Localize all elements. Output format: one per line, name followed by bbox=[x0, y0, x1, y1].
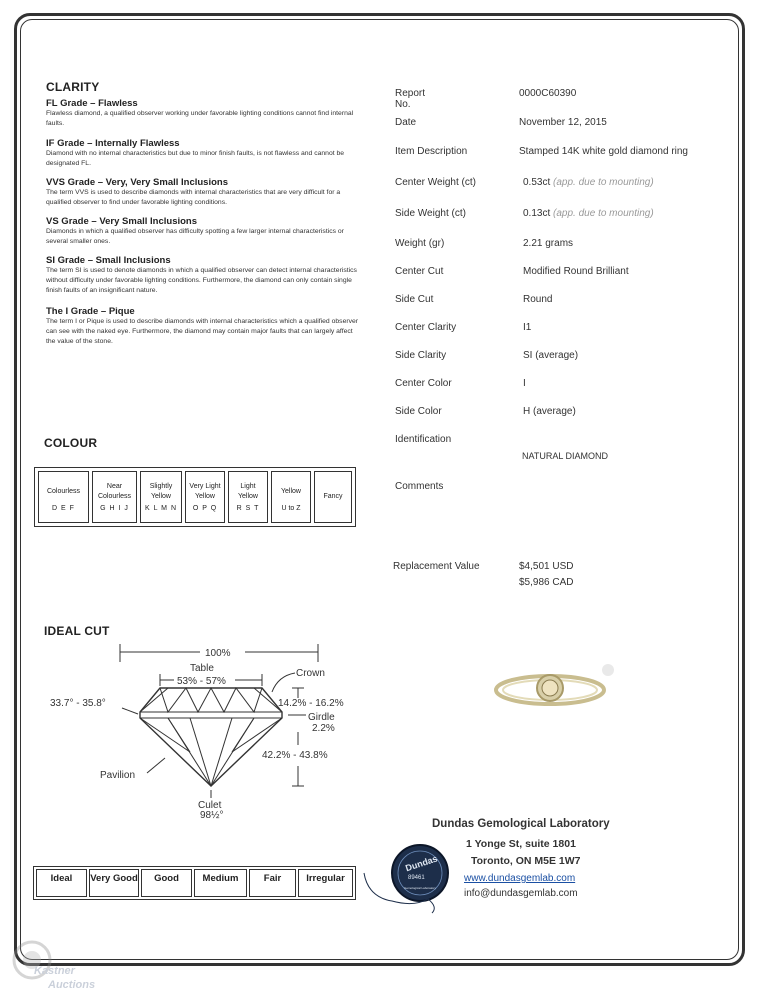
clarity-grade-title: VVS Grade – Very, Very Small Inclusions bbox=[46, 177, 228, 188]
lab-address-line1: 1 Yonge St, suite 1801 bbox=[466, 838, 576, 850]
field-value: SI (average) bbox=[523, 350, 579, 361]
clarity-grades bbox=[46, 98, 361, 347]
field-value: I1 bbox=[523, 322, 532, 333]
field-value: 0.53ct bbox=[523, 177, 551, 188]
colour-grades: D E F bbox=[52, 505, 75, 512]
colour-grades: R S T bbox=[236, 505, 260, 512]
colour-name: Light Yellow bbox=[238, 483, 258, 500]
field-label: Item Description bbox=[395, 146, 468, 157]
ring-tag bbox=[602, 664, 614, 676]
colour-scale bbox=[34, 467, 356, 527]
clarity-grade-desc: Diamonds in which a qualified observer has difficulty spotting a few larger internal characteristics or several smaller ones. bbox=[46, 228, 344, 245]
ideal-cut-heading: IDEAL CUT bbox=[44, 624, 110, 638]
clarity-grade bbox=[46, 255, 361, 306]
cut-grade-cell: Fair bbox=[249, 869, 296, 897]
field-label: Identification bbox=[395, 434, 452, 445]
colour-cell bbox=[92, 471, 137, 523]
field-value: NATURAL DIAMOND bbox=[522, 451, 609, 461]
colour-name: Colourless bbox=[46, 488, 81, 495]
field-value: November 12, 2015 bbox=[519, 117, 607, 128]
pavilion-depth-label: 42.2% - 43.8% bbox=[262, 750, 328, 761]
field-label: Side Cut bbox=[395, 294, 434, 305]
kastner-watermark bbox=[8, 926, 118, 992]
cut-grade-cell: Ideal bbox=[36, 869, 87, 897]
diamond-cut-diagram bbox=[40, 640, 370, 825]
clarity-grade bbox=[46, 138, 361, 177]
colour-cell bbox=[38, 471, 89, 523]
field-value: 2.21 grams bbox=[523, 238, 574, 249]
field-label: Report No. bbox=[395, 88, 426, 110]
colour-name: Near Colourless bbox=[97, 483, 132, 500]
field-value: 0.13ct bbox=[523, 208, 551, 219]
field-value-wrap bbox=[523, 177, 654, 188]
field-label: Comments bbox=[395, 481, 444, 492]
clarity-grade-desc: The term SI is used to denote diamonds in which a qualified observer can detect internal characteristics without difficulty under favorable lighting conditions. Furthermore, the diamond can only contain single finish faults of an insignificant nature. bbox=[46, 267, 357, 294]
watermark-text-line1: Kastner bbox=[34, 965, 75, 977]
clarity-grade bbox=[46, 177, 361, 216]
pavilion-facet bbox=[232, 718, 282, 752]
field-note: (app. due to mounting) bbox=[553, 177, 654, 188]
clarity-grade-title: IF Grade – Internally Flawless bbox=[46, 138, 180, 149]
lab-seal bbox=[362, 835, 454, 915]
clarity-grade bbox=[46, 98, 361, 138]
culet-label: Culet bbox=[198, 800, 222, 811]
colour-grades: O P Q bbox=[192, 505, 218, 512]
colour-grades: G H I J bbox=[100, 505, 129, 512]
field-label: Side Clarity bbox=[395, 350, 447, 361]
field-label: Side Weight (ct) bbox=[395, 208, 466, 219]
colour-cell bbox=[228, 471, 268, 523]
field-label: Center Weight (ct) bbox=[395, 177, 476, 188]
clarity-grade-title: The I Grade – Pique bbox=[46, 306, 135, 317]
girdle-label: Girdle bbox=[308, 712, 335, 723]
lab-website-link[interactable]: www.dundasgemlab.com bbox=[464, 873, 576, 884]
clarity-grade bbox=[46, 306, 361, 347]
crown-height-label: 14.2% - 16.2% bbox=[278, 698, 344, 709]
field-label: Center Color bbox=[395, 378, 452, 389]
pavilion-pointer bbox=[147, 758, 165, 773]
lab-name-wrap bbox=[432, 818, 610, 830]
diamond-outline bbox=[140, 688, 282, 786]
colour-name: Yellow bbox=[281, 488, 301, 495]
pavilion-facet bbox=[140, 718, 190, 752]
field-label: Weight (gr) bbox=[395, 238, 445, 249]
colour-grades: U to Z bbox=[281, 505, 301, 512]
colour-grades: K L M N bbox=[144, 505, 178, 512]
crown-label: Crown bbox=[296, 668, 325, 679]
replacement-cad: $5,986 CAD bbox=[519, 577, 574, 588]
field-label: Center Cut bbox=[395, 266, 444, 277]
seal-text: Dundas bbox=[404, 853, 439, 874]
colour-cell bbox=[271, 471, 311, 523]
crown-angle-label: 33.7° - 35.8° bbox=[50, 698, 106, 709]
field-label: Replacement Value bbox=[393, 561, 480, 572]
field-value: Modified Round Brilliant bbox=[523, 266, 629, 277]
cut-grade-cell: Medium bbox=[194, 869, 247, 897]
seal-circle bbox=[392, 845, 448, 901]
clarity-grade-title: VS Grade – Very Small Inclusions bbox=[46, 216, 198, 227]
cut-grade-cell: Very Good bbox=[89, 869, 139, 897]
clarity-grade-desc: Flawless diamond, a qualified observer working under favorable lighting conditions cannot find internal faults. bbox=[46, 110, 354, 127]
girdle-value-label: 2.2% bbox=[312, 723, 335, 734]
watermark-text-line2: Auctions bbox=[48, 979, 96, 991]
colour-cell bbox=[140, 471, 182, 523]
field-note: (app. due to mounting) bbox=[553, 208, 654, 219]
table-range-label: 53% - 57% bbox=[177, 676, 226, 687]
field-value-wrap bbox=[523, 208, 654, 219]
cut-grade-cell: Irregular bbox=[298, 869, 353, 897]
field-label: Date bbox=[395, 117, 417, 128]
crown-facets bbox=[160, 688, 262, 712]
colour-name: Slightly Yellow bbox=[149, 483, 173, 500]
colour-cell bbox=[185, 471, 225, 523]
field-value: Stamped 14K white gold diamond ring bbox=[519, 146, 688, 157]
field-value: H (average) bbox=[523, 406, 576, 417]
field-label: Center Clarity bbox=[395, 322, 457, 333]
field-value: Round bbox=[523, 294, 553, 305]
ring-photo bbox=[490, 660, 615, 720]
ring-center-stone bbox=[542, 680, 558, 696]
clarity-grade-desc: Diamond with no internal characteristics but due to minor finish faults, is not flawless and cannot be designated FL. bbox=[46, 150, 345, 167]
lab-address-line2: Toronto, ON M5E 1W7 bbox=[471, 855, 581, 867]
seal-sub: Gemological Laboratory bbox=[404, 886, 436, 890]
clarity-grade bbox=[46, 216, 361, 255]
lab-name: Dundas Gemological Laboratory bbox=[432, 818, 610, 830]
field-label: Side Color bbox=[395, 406, 442, 417]
table-label: Table bbox=[190, 663, 214, 674]
clarity-grade-title: FL Grade – Flawless bbox=[46, 98, 138, 109]
total-width-label: 100% bbox=[205, 648, 231, 659]
colour-name: Very Light Yellow bbox=[189, 483, 221, 500]
lab-email: info@dundasgemlab.com bbox=[464, 888, 578, 899]
cut-grade-scale bbox=[33, 866, 356, 900]
culet-value-label: 98½° bbox=[200, 810, 224, 821]
field-value: 0000C60390 bbox=[519, 88, 577, 99]
colour-scale-table bbox=[34, 467, 356, 527]
crown-pointer bbox=[272, 673, 295, 692]
seal-number: 89461 bbox=[408, 875, 425, 881]
crown-angle-pointer bbox=[122, 708, 138, 714]
cut-grade-cell: Good bbox=[141, 869, 192, 897]
replacement-usd: $4,501 USD bbox=[519, 561, 574, 572]
clarity-grade-title: SI Grade – Small Inclusions bbox=[46, 255, 171, 266]
clarity-heading: CLARITY bbox=[46, 80, 100, 94]
field-value: I bbox=[523, 378, 526, 389]
clarity-grade-desc: The term I or Pique is used to describe diamonds with internal characteristics which a qualified observer can see with the naked eye. Furthermore, the diamond may contain major faults that can largely affect the value of the stone. bbox=[46, 318, 359, 345]
colour-heading: COLOUR bbox=[44, 436, 98, 450]
colour-name: Fancy bbox=[323, 493, 343, 500]
pavilion-label: Pavilion bbox=[100, 770, 136, 781]
clarity-grade-desc: The term VVS is used to describe diamonds with internal characteristics that are very difficult for a qualified observer to find under favorable lighting conditions. bbox=[46, 189, 341, 206]
colour-cell bbox=[314, 471, 352, 523]
